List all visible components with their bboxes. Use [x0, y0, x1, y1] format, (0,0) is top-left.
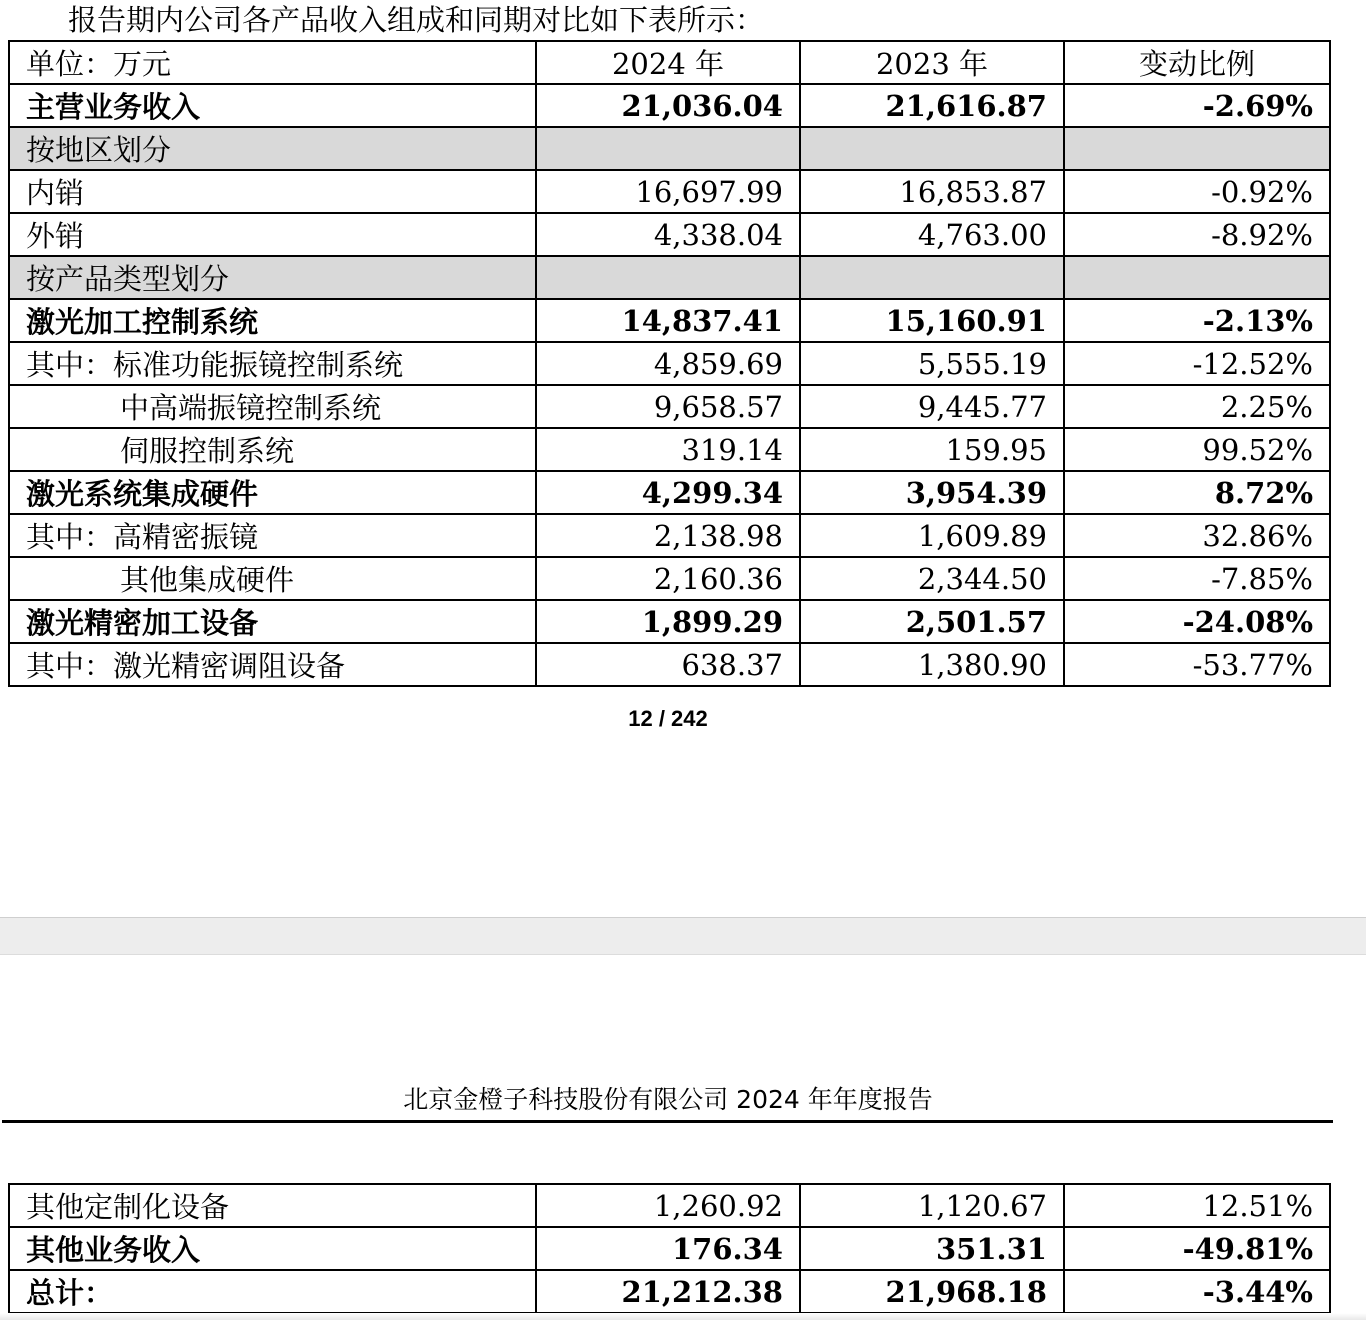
value-2024: 9,658.57 — [536, 385, 800, 428]
value-2024: 14,837.41 — [536, 299, 800, 342]
value-change: -12.52% — [1064, 342, 1330, 385]
table-row — [9, 342, 1330, 385]
value-2024 — [536, 127, 800, 170]
value-2023: 16,853.87 — [800, 170, 1064, 213]
value-2023: 9,445.77 — [800, 385, 1064, 428]
value-2024: 176.34 — [536, 1227, 800, 1270]
table-header-row — [9, 41, 1330, 84]
value-2023 — [800, 256, 1064, 299]
value-2024: 4,338.04 — [536, 213, 800, 256]
row-label: 伺服控制系统 — [120, 434, 295, 468]
table-row — [9, 299, 1330, 342]
row-label: 其中：高精密振镜 — [9, 514, 536, 557]
table-row — [9, 1227, 1330, 1270]
page-number: 12 / 242 — [628, 706, 708, 731]
section-row — [9, 127, 1330, 170]
value-2023: 1,609.89 — [800, 514, 1064, 557]
value-2023: 3,954.39 — [800, 471, 1064, 514]
row-label-cell — [9, 428, 536, 471]
revenue-table-continued — [8, 1183, 1331, 1314]
value-change: -7.85% — [1064, 557, 1330, 600]
table-row — [9, 84, 1330, 127]
value-2024: 4,859.69 — [536, 342, 800, 385]
row-label: 主营业务收入 — [9, 84, 536, 127]
value-2023: 159.95 — [800, 428, 1064, 471]
value-2024: 21,212.38 — [536, 1270, 800, 1313]
table-row — [9, 600, 1330, 643]
value-2024: 319.14 — [536, 428, 800, 471]
header-change: 变动比例 — [1064, 41, 1330, 84]
row-label: 内销 — [9, 170, 536, 213]
header-2024: 2024 年 — [536, 41, 800, 84]
value-2023: 351.31 — [800, 1227, 1064, 1270]
table-row — [9, 471, 1330, 514]
value-2023: 21,616.87 — [800, 84, 1064, 127]
value-2024 — [536, 256, 800, 299]
value-2023: 4,763.00 — [800, 213, 1064, 256]
value-change — [1064, 256, 1330, 299]
row-label-cell — [9, 557, 536, 600]
row-label: 中高端振镜控制系统 — [120, 391, 382, 425]
value-change: -3.44% — [1064, 1270, 1330, 1313]
row-label: 其他业务收入 — [9, 1227, 536, 1270]
section-row — [9, 256, 1330, 299]
value-change: -0.92% — [1064, 170, 1330, 213]
value-change — [1064, 127, 1330, 170]
value-2024: 2,160.36 — [536, 557, 800, 600]
value-change: -49.81% — [1064, 1227, 1330, 1270]
value-2023: 2,344.50 — [800, 557, 1064, 600]
table-row — [9, 643, 1330, 686]
value-2023 — [800, 127, 1064, 170]
row-label: 总计： — [9, 1270, 536, 1313]
value-2024: 1,899.29 — [536, 600, 800, 643]
row-label: 激光精密加工设备 — [9, 600, 536, 643]
value-2024: 2,138.98 — [536, 514, 800, 557]
table-row — [9, 1184, 1330, 1227]
revenue-table — [8, 40, 1331, 687]
header-rule — [2, 1120, 1333, 1123]
header-2023: 2023 年 — [800, 41, 1064, 84]
value-change: 99.52% — [1064, 428, 1330, 471]
value-2024: 4,299.34 — [536, 471, 800, 514]
section-label: 按产品类型划分 — [9, 256, 536, 299]
value-change: -8.92% — [1064, 213, 1330, 256]
row-label: 激光系统集成硬件 — [9, 471, 536, 514]
value-change: -53.77% — [1064, 643, 1330, 686]
value-2023: 21,968.18 — [800, 1270, 1064, 1313]
row-label: 其他集成硬件 — [120, 563, 295, 597]
value-2024: 1,260.92 — [536, 1184, 800, 1227]
row-label: 激光加工控制系统 — [9, 299, 536, 342]
value-2024: 21,036.04 — [536, 84, 800, 127]
row-label: 其他定制化设备 — [9, 1184, 536, 1227]
value-2023: 2,501.57 — [800, 600, 1064, 643]
value-2024: 16,697.99 — [536, 170, 800, 213]
table-row — [9, 385, 1330, 428]
table-row — [9, 514, 1330, 557]
table-row — [9, 170, 1330, 213]
page-gap — [0, 917, 1366, 955]
value-2023: 5,555.19 — [800, 342, 1064, 385]
value-change: 12.51% — [1064, 1184, 1330, 1227]
table-row — [9, 557, 1330, 600]
table-row — [9, 213, 1330, 256]
value-2023: 1,380.90 — [800, 643, 1064, 686]
header-unit: 单位：万元 — [9, 41, 536, 84]
row-label: 外销 — [9, 213, 536, 256]
value-change: 2.25% — [1064, 385, 1330, 428]
section-label: 按地区划分 — [9, 127, 536, 170]
value-change: -2.69% — [1064, 84, 1330, 127]
next-page-cutoff — [0, 1313, 1366, 1320]
row-label-cell — [9, 385, 536, 428]
value-change: -2.13% — [1064, 299, 1330, 342]
value-change: -24.08% — [1064, 600, 1330, 643]
value-change: 32.86% — [1064, 514, 1330, 557]
value-2023: 15,160.91 — [800, 299, 1064, 342]
table-row — [9, 1270, 1330, 1313]
value-2023: 1,120.67 — [800, 1184, 1064, 1227]
row-label: 其中：标准功能振镜控制系统 — [9, 342, 536, 385]
value-2024: 638.37 — [536, 643, 800, 686]
value-change: 8.72% — [1064, 471, 1330, 514]
table-row — [9, 428, 1330, 471]
row-label: 其中：激光精密调阻设备 — [9, 643, 536, 686]
intro-text: 报告期内公司各产品收入组成和同期对比如下表所示： — [68, 3, 765, 37]
running-header: 北京金橙子科技股份有限公司 2024 年年度报告 — [403, 1085, 933, 1114]
